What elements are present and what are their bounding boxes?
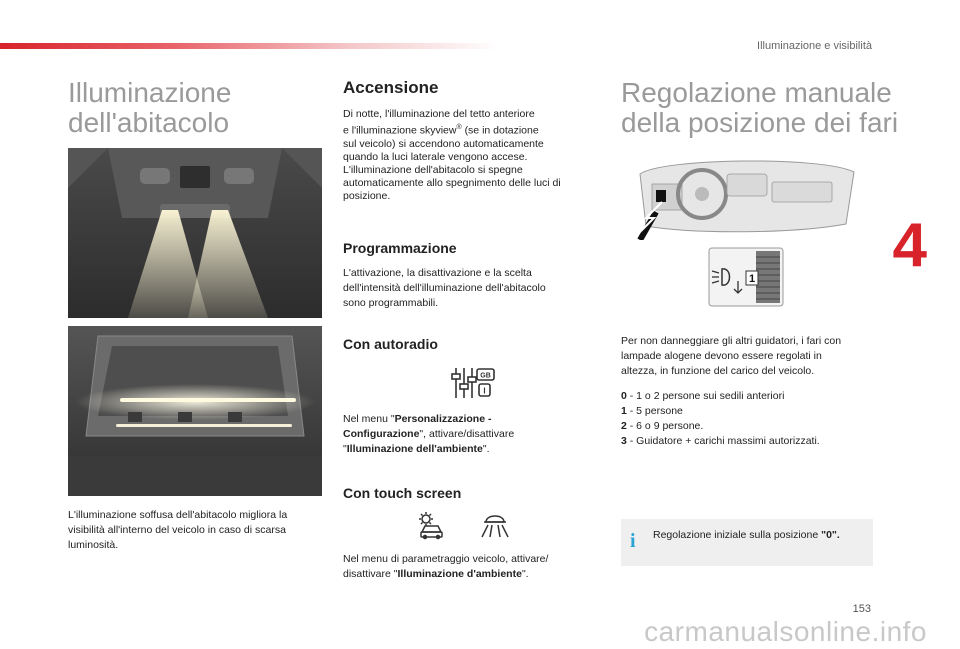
load-position-list [621,389,891,449]
load-position-item [621,389,891,404]
right-title-line1: Regolazione manuale [621,77,892,108]
right-title [621,78,898,138]
headlamp-intro-line: Per non danneggiare gli altri guidatori, i fari con [621,335,842,347]
info-text-value: "0". [821,529,840,541]
page-number: 153 [852,603,871,615]
autoradio-text [343,412,603,457]
load-position-item [621,419,891,434]
settings-language-icon [450,366,496,400]
info-text-part: Regolazione iniziale sulla posizione [653,529,822,541]
accensione-line: L'illuminazione dell'abitacolo si spegne [343,163,523,176]
info-icon: i [630,530,636,552]
left-caption-line2: visibilità all'interno del veicolo in caso di scarsa [68,524,286,536]
accensione-title: Accensione [343,78,439,97]
left-title [68,78,231,138]
header-section-title: Illuminazione e visibilità [757,40,872,52]
accensione-line: Di notte, l'illuminazione del tetto anteriore [343,108,535,120]
programmazione-line: dell'intensità dell'illuminazione dell'abitacolo [343,282,546,294]
left-title-line2: dell'abitacolo [68,107,230,138]
accensione-line: sul veicolo) si accendono automaticamente [343,137,544,150]
load-position-item [621,404,891,419]
autoradio-menu-name: Personalizzazione - [394,413,492,425]
left-caption-line3: luminosità. [68,539,119,551]
position-number: 0 [621,390,627,402]
info-text [653,528,868,543]
chapter-number: 4 [892,211,927,280]
accensione-line: (se in dotazione [464,124,539,137]
watermark: carmanualsonline.info [644,616,927,647]
touch-text-part: disattivare " [343,568,398,580]
autoradio-menu-option: Illuminazione dell'ambiente [346,443,483,455]
autoradio-text-part: Nel menu " [343,413,395,425]
autoradio-text-part: " [343,443,347,455]
roof-light-photo [68,148,322,318]
touch-menu-option: Illuminazione d'ambiente [397,568,522,580]
position-number: 2 [621,420,627,432]
left-caption [68,508,328,553]
accensione-line: quando la luci laterale vengono accese. [343,150,528,163]
programmazione-text [343,266,603,311]
car-settings-icon [416,510,446,540]
right-title-line2: della posizione dei fari [621,107,899,138]
accensione-line-skyview [343,121,603,138]
skyview-illustration [68,326,322,496]
touch-text-line: Nel menu di parametraggio veicolo, attivare/ [343,553,549,565]
autoradio-menu-name: Configurazione [343,428,420,440]
accensione-line: posizione. [343,189,391,202]
autoradio-text-part: ", attivare/disattivare [419,428,515,440]
touch-screen-text [343,552,603,582]
load-position-item [621,434,891,449]
dial-position-label: 1 [748,273,756,285]
position-description: - 6 o 9 persone. [626,420,704,432]
touch-text-part: ". [521,568,529,580]
headlamp-intro-text [621,334,891,379]
header-red-bar [0,43,500,49]
accensione-line: e l'illuminazione skyview [343,124,457,137]
left-title-line1: Illuminazione [68,77,232,108]
autoradio-title: Con autoradio [343,336,438,352]
left-caption-line1: L'illuminazione soffusa dell'abitacolo migliora la [68,509,288,521]
position-number: 1 [621,405,627,417]
headlamp-intro-line: lampade alogene devono essere regolati in [621,350,822,362]
dashboard-illustration [632,154,858,240]
touch-screen-title: Con touch screen [343,485,462,501]
icon-label-gb: GB [480,372,491,380]
accensione-line: automaticamente allo spegnimento delle luci di [343,176,561,189]
accensione-text [343,108,603,203]
position-description: - 5 persone [626,405,683,417]
programmazione-line: sono programmabili. [343,297,439,309]
autoradio-text-part: ". [482,443,490,455]
headlamp-adjust-dial [708,247,784,307]
programmazione-line: L'attivazione, la disattivazione e la scelta [343,267,532,279]
position-description: - 1 o 2 persone sui sedili anteriori [626,390,785,402]
roof-light-illustration [68,148,322,318]
programmazione-title: Programmazione [343,240,457,256]
skyview-light-photo [68,326,322,496]
position-description: - Guidatore + carichi massimi autorizzati. [626,435,820,447]
headlamp-intro-line: altezza, in funzione del carico del veicolo. [621,365,815,377]
registered-mark: ® [456,124,462,131]
position-number: 3 [621,435,627,447]
icon-label-i: I [483,386,486,396]
ambient-light-icon [478,508,512,540]
